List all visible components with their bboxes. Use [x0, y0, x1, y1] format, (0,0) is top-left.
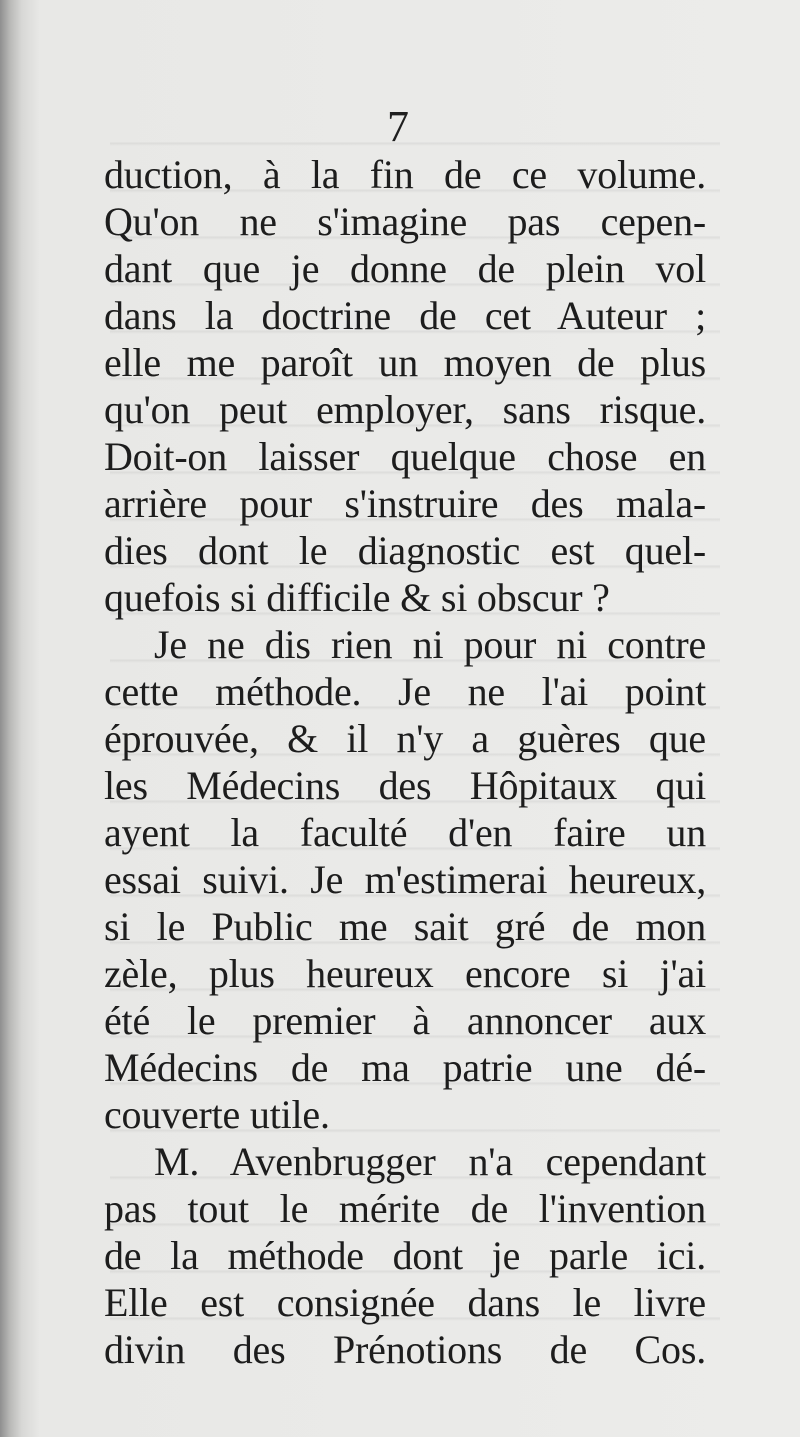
text-line: dant que je donne de plein vol	[104, 246, 706, 291]
paragraph-start-line: M. Avenbrugger n'a cependant	[154, 1139, 706, 1184]
page-text	[104, 151, 706, 1373]
text-line: cette méthode. Je ne l'ai point	[104, 669, 706, 714]
text-line: elle me paroît un moyen de plus	[104, 340, 706, 385]
text-line: divin des Prénotions de Cos.	[104, 1327, 706, 1372]
text-line: pas tout le mérite de l'invention	[104, 1186, 706, 1231]
text-line: Elle est consignée dans le livre	[104, 1280, 706, 1325]
text-line: zèle, plus heureux encore si j'ai	[104, 951, 706, 996]
text-line: été le premier à annoncer aux	[104, 998, 706, 1043]
text-line: Qu'on ne s'imagine pas cepen-	[104, 199, 706, 244]
text-line: Médecins de ma patrie une dé-	[104, 1045, 706, 1090]
text-line: quefois si difficile & si obscur ?	[104, 575, 610, 620]
paragraph-start-line: Je ne dis rien ni pour ni contre	[154, 622, 706, 667]
text-line: dies dont le diagnostic est quel-	[104, 528, 706, 573]
text-line: de la méthode dont je parle ici.	[104, 1233, 706, 1278]
text-line: ayent la faculté d'en faire un	[104, 810, 706, 855]
text-line: essai suivi. Je m'estimerai heureux,	[104, 857, 706, 902]
text-line: Doit-on laisser quelque chose en	[104, 434, 706, 479]
text-line: couverte utile.	[104, 1092, 330, 1137]
text-line: arrière pour s'instruire des mala-	[104, 481, 706, 526]
text-line: duction, à la fin de ce volume.	[104, 152, 706, 197]
text-line: dans la doctrine de cet Auteur ;	[104, 293, 706, 338]
page-number: 7	[387, 102, 409, 151]
text-line: qu'on peut employer, sans risque.	[104, 387, 706, 432]
text-line: si le Public me sait gré de mon	[104, 904, 706, 949]
text-line: les Médecins des Hôpitaux qui	[104, 763, 706, 808]
text-line: éprouvée, & il n'y a guères que	[104, 716, 706, 761]
